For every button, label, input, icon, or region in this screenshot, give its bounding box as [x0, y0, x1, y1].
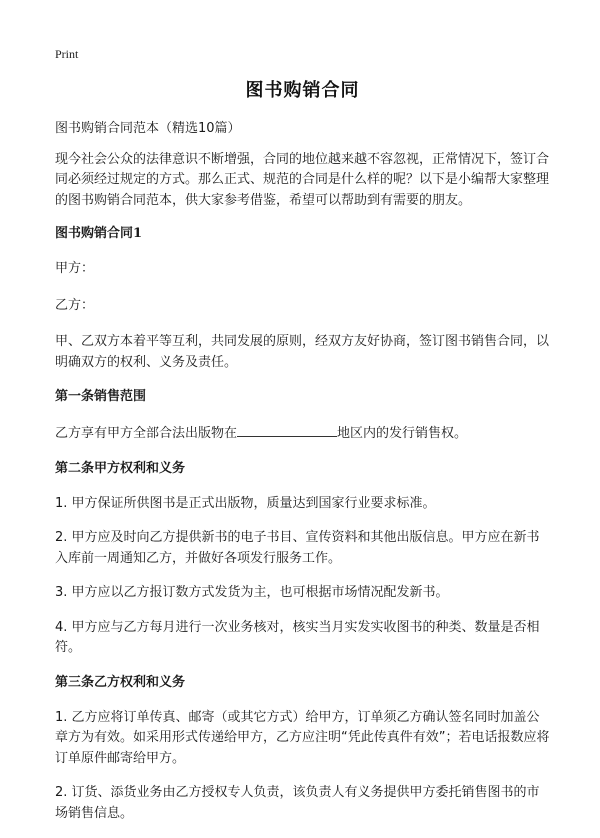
- party-b-field: 乙方：: [55, 297, 95, 313]
- intro-paragraph: 现今社会公众的法律意识不断增强，合同的地位越来越不容忽视，正常情况下，签订合同必须经过规定的方式。那么正式、规范的合同是什么样的呢？以下是小编帮大家整理的图书购销合同范本，供大家参考借鉴，希望可以帮助到有需要的朋友。: [55, 151, 550, 208]
- article2-item: 4. 甲方应与乙方每月进行一次业务核对，核实当月实发实收图书的种类、数量是否相符。: [55, 619, 540, 655]
- article2-heading: 第二条甲方权利和义务: [55, 460, 186, 476]
- article1-text-before: 乙方享有甲方全部合法出版物在: [55, 426, 238, 441]
- article2-item: 3. 甲方应以乙方报订数方式发货为主，也可根据市场情况配发新书。: [55, 585, 449, 600]
- document-subtitle: 图书购销合同范本（精选10篇）: [55, 121, 241, 136]
- party-a-field: 甲方：: [55, 261, 95, 276]
- region-blank: [237, 422, 337, 437]
- article1-heading: 第一条销售范围: [55, 389, 147, 404]
- article3-item: 1. 乙方应将订单传真、邮寄（或其它方式）给甲方，订单须乙方确认签名同时加盖公章方为有效。如采用形式传递给甲方，乙方应注明“凭此传真件有效”；若电话报数应将订单原件邮寄给甲方。: [55, 709, 550, 766]
- preamble-paragraph: 甲、乙双方本着平等互利，共同发展的原则，经双方友好协商，签订图书销售合同，以明确双方的权利、义务及责任。: [55, 334, 550, 370]
- article2-item: 1. 甲方保证所供图书是正式出版物，质量达到国家行业要求标准。: [55, 495, 436, 511]
- contract-heading: 图书购销合同1: [55, 226, 143, 241]
- article2-item: 2. 甲方应及时向乙方提供新书的电子书目、宣传资料和其他出版信息。甲方应在新书入库前一周通知乙方，并做好各项发行服务工作。: [55, 530, 540, 566]
- article1-paragraph: [55, 422, 550, 445]
- page-title: 图书购销合同: [245, 80, 360, 101]
- article3-heading: 第三条乙方权利和义务: [55, 674, 186, 690]
- article3-item: 2. 订货、添货业务由乙方授权专人负责，该负责人有义务提供甲方委托销售图书的市场销售信息。: [55, 785, 540, 821]
- print-link[interactable]: Print: [55, 47, 79, 61]
- article1-text-after: 地区内的发行销售权。: [337, 426, 468, 441]
- document-body: [55, 76, 550, 838]
